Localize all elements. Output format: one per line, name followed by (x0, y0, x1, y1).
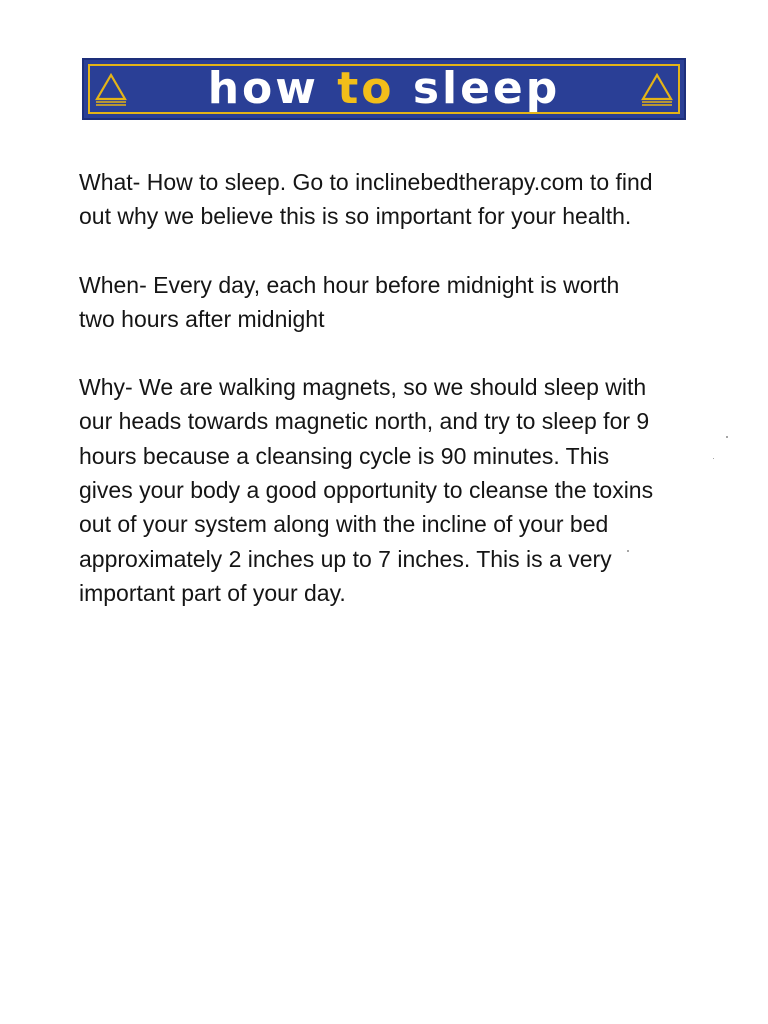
triangle-logo-icon (638, 72, 676, 108)
scan-speck (713, 458, 714, 459)
scan-speck (726, 436, 728, 438)
page-title (84, 63, 684, 115)
title-part-how: how (207, 63, 338, 114)
paragraph-why: Why- We are walking magnets, so we should sleep with our heads towards magnetic north, and try to sleep for 9 hours because a cleansing cycle is 90 minutes. This gives your body a good opportunity to cleanse the toxins out of your system along with the incline of your bed approximately 2 inches up to 7 inches. This is a very important part of your day. (79, 374, 654, 606)
paragraph-what: What- How to sleep. Go to inclinebedtherapy.com to find out why we believe this is so important for your health. (79, 169, 653, 230)
title-part-sleep: sleep (394, 63, 561, 114)
document-body (79, 165, 659, 644)
scan-speck (627, 550, 629, 552)
paragraph-when: When- Every day, each hour before midnight is worth two hours after midnight (79, 271, 620, 332)
title-part-to: to (337, 63, 395, 114)
title-banner (82, 58, 686, 120)
